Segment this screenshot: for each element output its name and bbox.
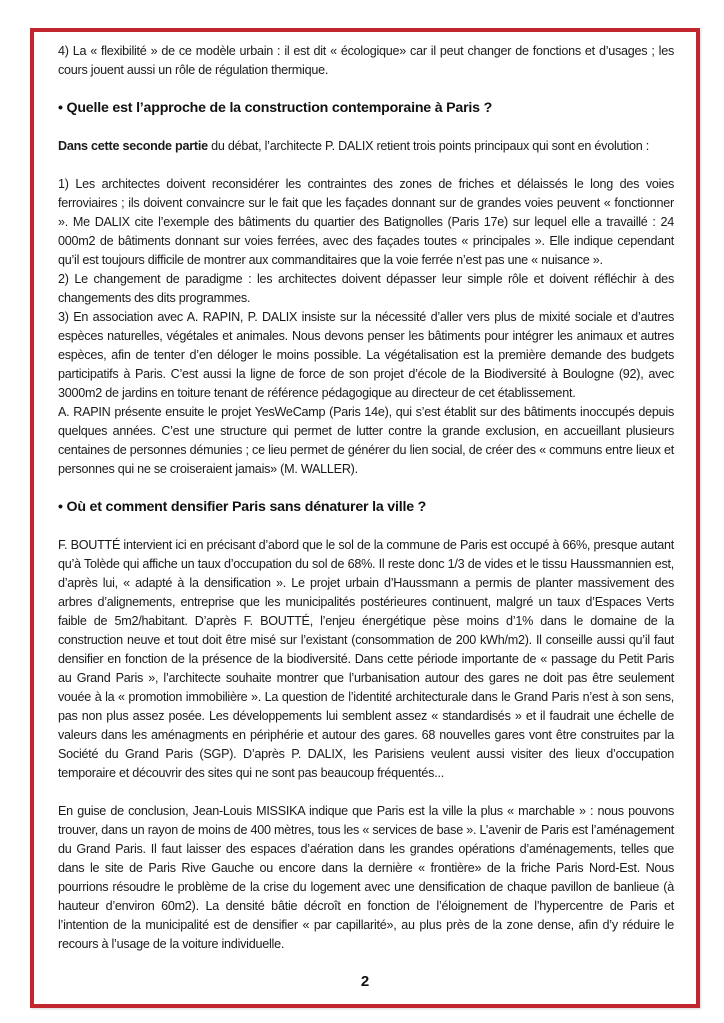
- section-heading-contemporary-construction: • Quelle est l’approche de la construction contemporaine à Paris ?: [58, 100, 493, 116]
- page-number: 2: [360, 973, 370, 990]
- intro-text: du débat, l’architecte P. DALIX retient trois points principaux qui sont en évolution :: [207, 139, 650, 153]
- paragraph-rapin: A. RAPIN présente ensuite le projet YesWeCamp (Paris 14e), qui s’est établit sur des bâtiments inoccupés depuis quelques années. C’est une structure qui permet de lutter contre la grande exclusion, en accueillant plusieurs centaines de personnes démunies ; ce lieu permet de générer du lien social, de créer des « communs entre lieux et personnes qui ne se croiseraient jamais» (M. WALLER).: [58, 405, 674, 476]
- section-heading-densify-paris: • Où et comment densifier Paris sans dénaturer la ville ?: [58, 499, 427, 515]
- paragraph-point-1: 1) Les architectes doivent reconsidérer les contraintes des zones de friches et délaissés le long des voies ferroviaires ; ils doivent convaincre sur le fait que les façades donnant sur de grandes voies peuvent « fonctionner ». Me DALIX cite l’exemple des bâtiments du quartier des Batignolles (Paris 17e) sur lequel elle a travaillé : 24 000m2 de bâtiments donnant sur voies ferrées, avec des façades toutes « principales ». Elle indique cependant qu’il est toujours difficile de montrer aux commanditaires que la voie ferrée n’est pas une « nuisance ».: [58, 177, 674, 267]
- page-frame: [30, 28, 700, 1008]
- intro-bold-lead: Dans cette seconde partie: [58, 139, 208, 153]
- paragraph-intro: [58, 137, 674, 156]
- paragraph-point-3: 3) En association avec A. RAPIN, P. DALIX insiste sur la nécessité d’aller vers plus de mixité sociale et d’autres espèces naturelles, végétales et animales. Nous devons penser les bâtiments pour intégrer les animaux et autres espèces, afin de tenter d’en déloger le moins possible. La végétalisation est la première demande des budgets participatifs à Paris. C’est aussi la ligne de force de son projet d’école de la Biodiversité à Boulogne (92), avec 3000m2 de jardins en toiture tenant de référence pédagogique au directeur de cet établissement.: [58, 310, 674, 400]
- paragraph-conclusion: En guise de conclusion, Jean-Louis MISSIKA indique que Paris est la ville la plus « marchable » : nous pouvons trouver, dans un rayon de moins de 400 mètres, tous les « services de base ». L’avenir de Paris est l’aménagement du Grand Paris. Il faut laisser des espaces d’aération dans les grandes opérations d’aménagements, telles que dans le site de Paris Rive Gauche ou encore dans la dernière « frontière» de la friche Paris Nord-Est. Nous pourrions résoudre le problème de la crise du logement avec une densification de chaque pavillon de banlieue (à hauteur d’environ 60m2). La densité bâtie décroît en fonction de l’éloignement de l’hypercentre de Paris et l’intention de la municipalité est de densifier « par capillarité», au plus près de la zone dense, afin d’y réduire le recours à l’usage de la voiture individuelle.: [58, 804, 674, 951]
- paragraph-point-2: 2) Le changement de paradigme : les architectes doivent dépasser leur simple rôle et doivent réfléchir à des changements des dits programmes.: [58, 272, 674, 305]
- paragraph-flexibility: 4) La « flexibilité » de ce modèle urbain : il est dit « écologique» car il peut changer de fonctions et d’usages ; les cours jouent aussi un rôle de régulation thermique.: [58, 44, 674, 77]
- paragraph-boutte: F. BOUTTÉ intervient ici en précisant d’abord que le sol de la commune de Paris est occupé à 66%, presque autant qu’à Tolède qui affiche un taux d’occupation du sol de 68%. Il reste donc 1/3 de vides et le tissu Haussmannien est, d’après lui, « adapté à la densification ». Le projet urbain d’Haussmann a permis de planter massivement des arbres d’alignements, entreprise que les municipalités postérieures continuent, malgré un taux d’Espaces Verts faible de 5m2/habitant. D’après F. BOUTTÉ, l’enjeu énergétique pèse moins d’1% dans le domaine de la construction neuve et tout doit être misé sur l’existant (consommation de 200 kWh/m2). Il conseille aussi qu’il faut densifier en fonction de la présence de la biodiversité. Dans cette période importante de « passage du Petit Paris au Grand Paris », l’architecte souhaite montrer que l’urbanisation autour des gares ne doit pas être seulement vouée à la « promotion immobilière ». La question de l’identité architecturale dans le Grand Paris n’est à son sens, pas non plus assez posée. Les développements lui semblent assez « standardisés » et il faudrait une échelle de valeurs dans les aménagments en périphérie et autour des gares. 68 nouvelles gares vont être construites par la Société du Grand Paris (SGP). D’après P. DALIX, les Parisiens veulent aussi visiter des lieux d’occupation temporaire et découvrir des sites qui ne sont pas beaucoup fréquentés...: [58, 538, 674, 780]
- page-content: [58, 42, 674, 954]
